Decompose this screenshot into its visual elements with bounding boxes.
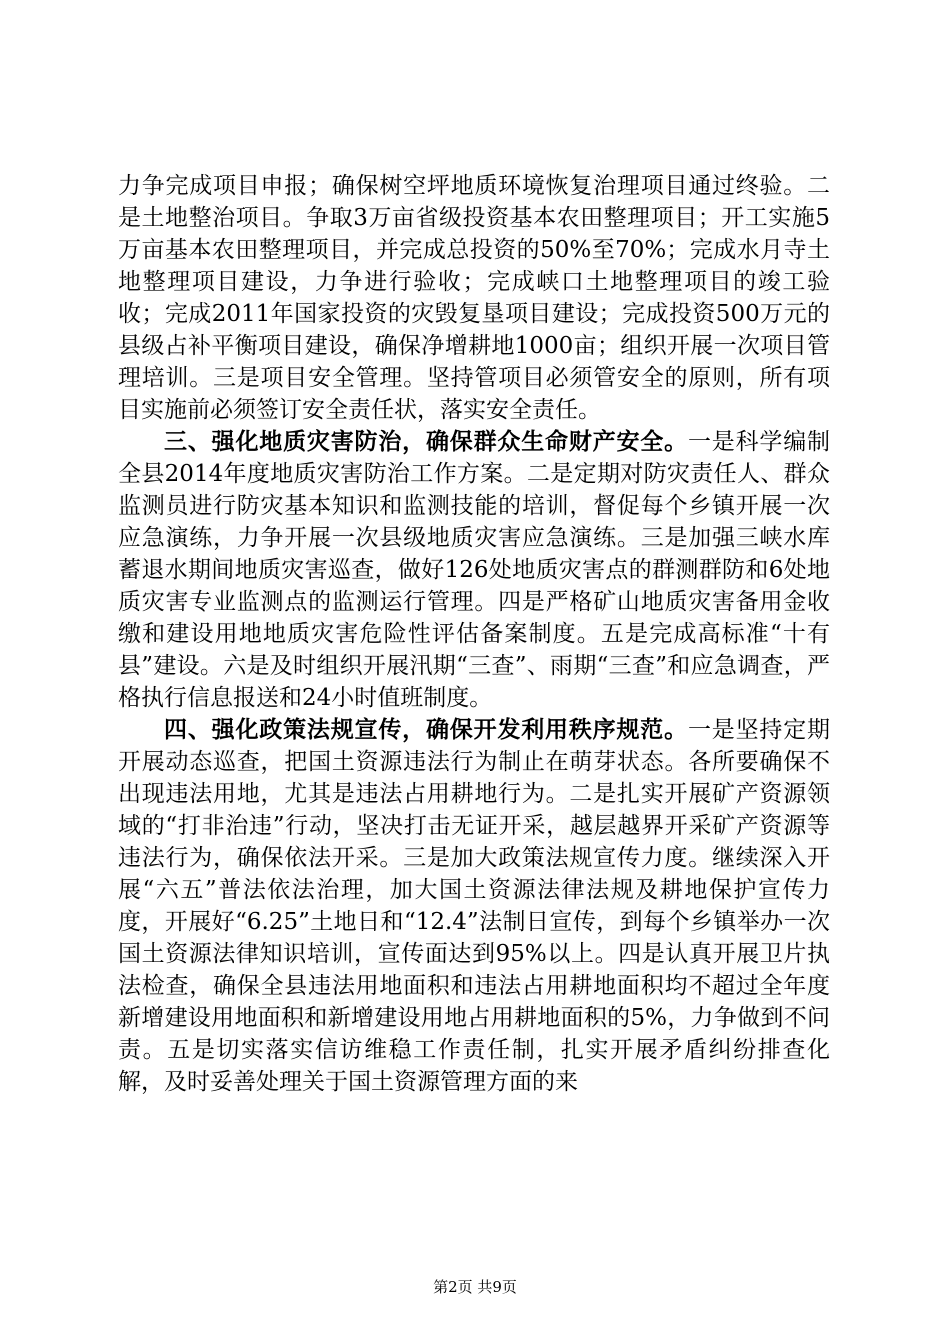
section-heading: 三、强化地质灾害防治，确保群众生命财产安全。 xyxy=(164,428,688,455)
paragraph-policy xyxy=(118,714,830,1098)
section-heading: 四、强化政策法规宣传，确保开发利用秩序规范。 xyxy=(164,716,688,743)
paragraph-body: 一是坚持定期开展动态巡查，把国土资源违法行为制止在萌芽状态。各所要确保不出现违法用地，尤其是违法占用耕地行为。二是扎实开展矿产资源领域的“打非治违”行动，坚决打击无证开采，越层越界开采矿产资源等违法行为，确保依法开采。三是加大政策法规宣传力度。继续深入开展“六五”普法依法治理，加大国土资源法律法规及耕地保护宣传力度，开展好“6.25”土地日和“12.4”法制日宣传，到每个乡镇举办一次国土资源法律知识培训，宣传面达到95%以上。四是认真开展卫片执法检查，确保全县违法用地面积和违法占用耕地面积均不超过全年度新增建设用地面积和新增建设用地占用耕地面积的5%，力争做到不问责。五是切实落实信访维稳工作责任制，扎实开展矛盾纠纷排查化解，及时妥善处理关于国土资源管理方面的来 xyxy=(118,717,831,1095)
paragraph-body: 力争完成项目申报；确保树空坪地质环境恢复治理项目通过终验。二是土地整治项目。争取3万亩省级投资基本农田整理项目；开工实施5万亩基本农田整理项目，并完成总投资的50%至70%；完成水月寺土地整理项目建设，力争进行验收；完成峡口土地整理项目的竣工验收；完成2011年国家投资的灾毁复垦项目建设；完成投资500万元的县级占补平衡项目建设，确保净增耕地1000亩；组织开展一次项目管理培训。三是项目安全管理。坚持管项目必须管安全的原则，所有项目实施前必须签订安全责任状，落实安全责任。 xyxy=(118,173,830,423)
paragraph-continued xyxy=(118,170,830,426)
document-body xyxy=(118,170,830,1098)
paragraph-geohazard xyxy=(118,426,830,714)
page-number-footer: 第2页 共9页 xyxy=(433,1278,517,1296)
paragraph-body: 一是科学编制全县2014年度地质灾害防治工作方案。二是定期对防灾责任人、群众监测员进行防灾基本知识和监测技能的培训，督促每个乡镇开展一次应急演练，力争开展一次县级地质灾害应急演练。三是加强三峡水库蓄退水期间地质灾害巡查，做好126处地质灾害点的群测群防和6处地质灾害专业监测点的监测运行管理。四是严格矿山地质灾害备用金收缴和建设用地地质灾害危险性评估备案制度。五是完成高标准“十有县”建设。六是及时组织开展汛期“三查”、雨期“三查”和应急调查，严格执行信息报送和24小时值班制度。 xyxy=(118,429,831,711)
